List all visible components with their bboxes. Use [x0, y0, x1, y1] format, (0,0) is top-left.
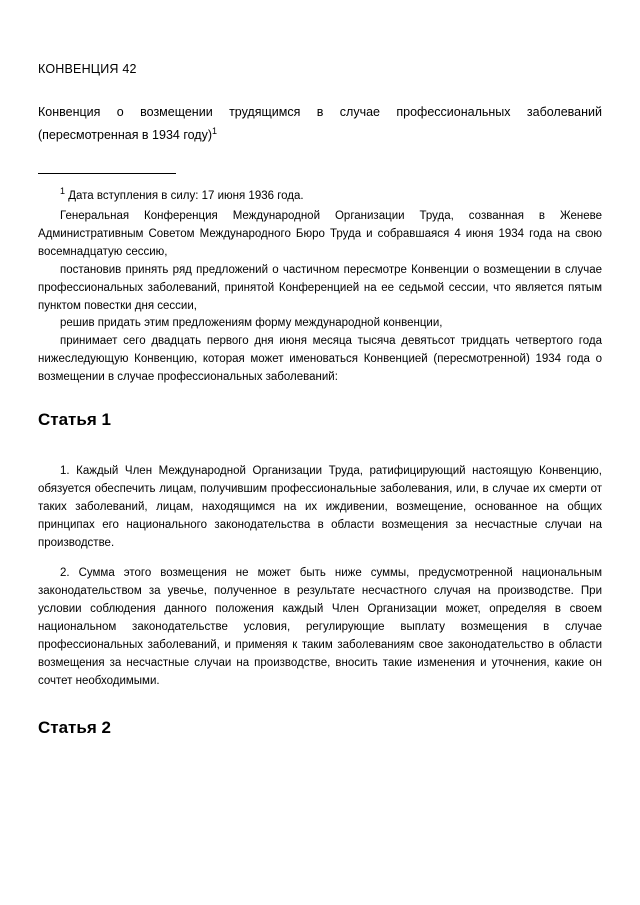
preamble-paragraph-1: Генеральная Конференция Международной Организации Труда, созванная в Женеве Административным Советом Международного Бюро Труда и собравшаяся 4 июня 1934 года на свою восемнадцатую сессию,	[38, 209, 602, 258]
footnote	[38, 188, 602, 206]
title-footnote-marker: 1	[212, 125, 218, 136]
spacer	[38, 445, 602, 463]
preamble-paragraph-4: принимает сего двадцать первого дня июня месяца тысяча девятьсот тридцать четвертого года нижеследующую Конвенцию, которая может именоваться Конвенцией (пересмотренной) 1934 года о возмещении в случае профессиональных заболеваний:	[38, 335, 602, 384]
footnote-marker: 1	[60, 186, 66, 197]
preamble-paragraph-3: решив придать этим предложениям форму международной конвенции,	[60, 317, 443, 330]
article-1-paragraph-1: 1. Каждый Член Международной Организации Труда, ратифицирующий настоящую Конвенцию, обязуется обеспечить лицам, получившим профессиональные заболевания, или, в случае их смерти от таких заболеваний, лицам, находящимся на их иждивении, возмещение, основанное на общих принципах его национального законодательства в области возмещения за несчастные случаи на производстве.	[38, 465, 602, 550]
article-1-paragraph-2: 2. Сумма этого возмещения не может быть ниже суммы, предусмотренной национальным законодательством за увечье, полученное в результате несчастного случая на производстве. При условии соблюдения данного положения каждый Член Организации может, определяя в своем национальном законодательстве условия, регулирующие выплату возмещения в случае профессиональных заболеваний, и применяя к таким заболеваниям свое законодательство в области возмещения за несчастные случаи на производстве, вносить такие изменения и уточнения, какие он сочтет необходимыми.	[38, 566, 602, 687]
convention-number: КОНВЕНЦИЯ 42	[38, 62, 137, 76]
footnote-text: Дата вступления в силу: 17 июня 1936 года.	[68, 190, 304, 202]
article-1-heading: Статья 1	[38, 410, 111, 430]
document-title-text: Конвенция о возмещении трудящимся в случае профессиональных заболеваний (пересмотренная в 1934 году)	[38, 104, 602, 142]
document-title	[38, 101, 602, 147]
footnote-separator	[38, 173, 176, 174]
article-2-heading: Статья 2	[38, 717, 111, 737]
preamble-paragraph-2: постановив принять ряд предложений о частичном пересмотре Конвенции о возмещении в случае профессиональных заболеваний, принятой Конференцией на ее седьмой сессии, что является пятым пунктом повестки дня сессии,	[38, 263, 602, 312]
